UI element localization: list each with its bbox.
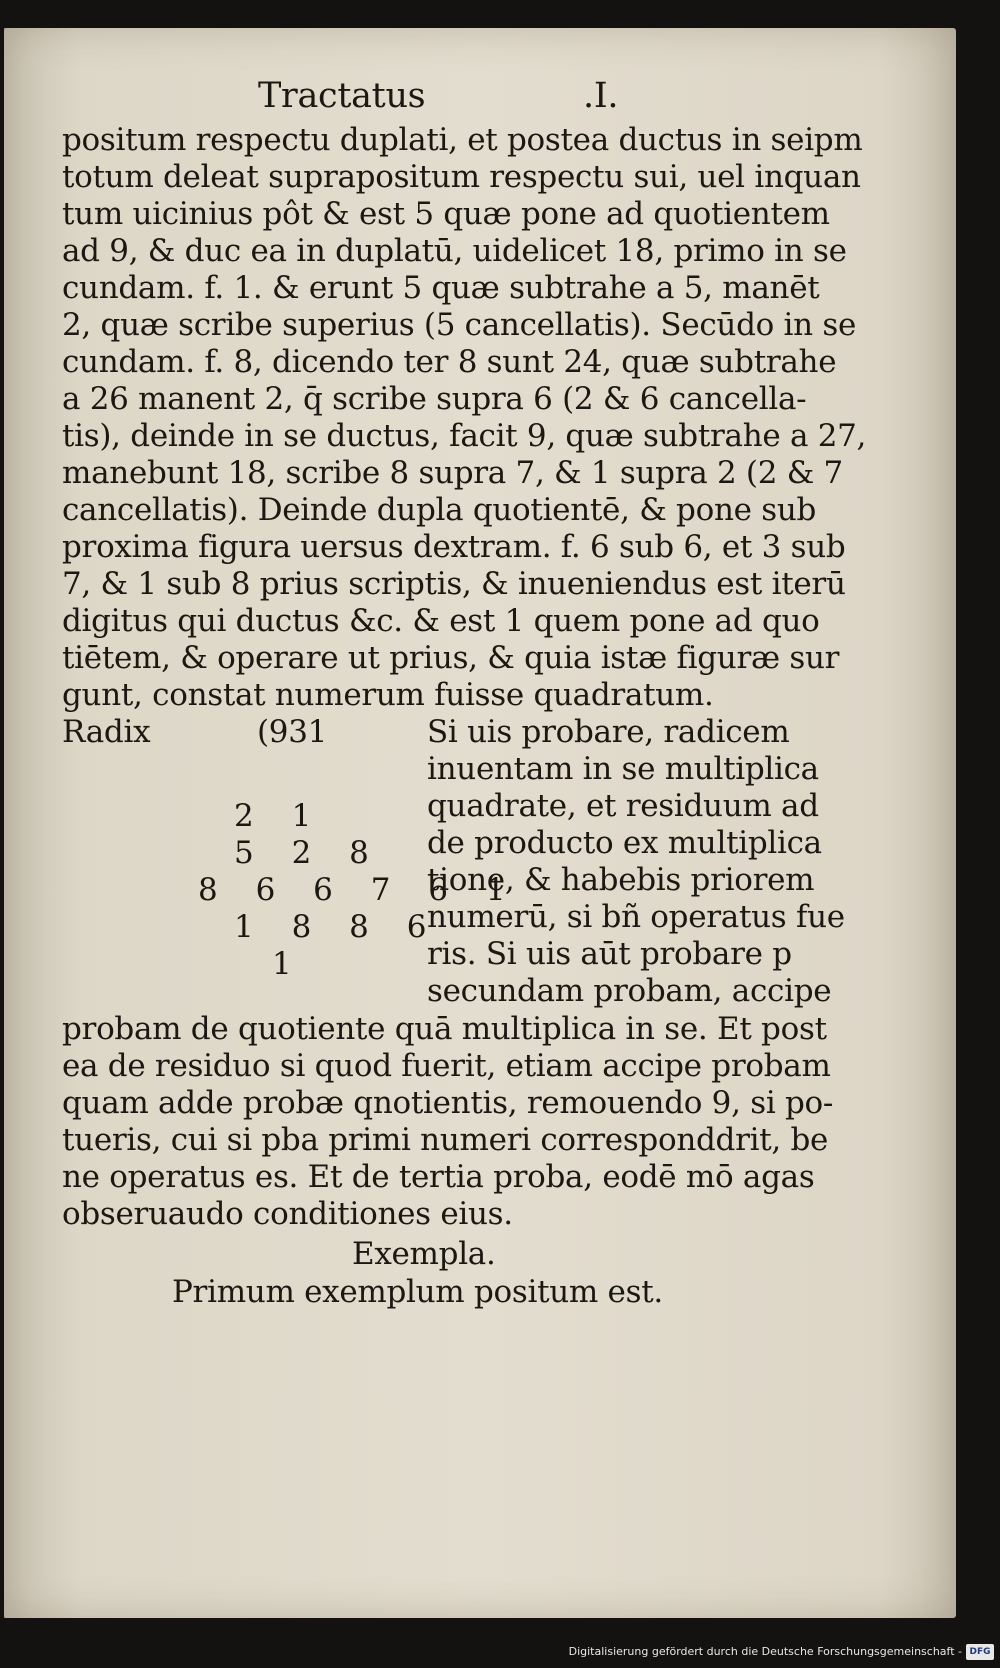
text-line: positum respectu duplati, et postea ductus in seipm — [62, 122, 863, 158]
text-line: 2, quæ scribe superius (5 cancellatis). Secūdo in se — [62, 307, 857, 343]
grid-row: 8 6 6 7 6 1 — [198, 872, 520, 908]
text-line: tis), deinde in se ductus, facit 9, quæ subtrahe a 27, — [62, 418, 867, 454]
text-line: ad 9, & duc ea in duplatū, uidelicet 18, primo in se — [62, 233, 847, 269]
text-line: ris. Si uis aūt probare p — [427, 936, 792, 972]
header-page-number: .I. — [583, 76, 619, 116]
text-line: tione, & habebis priorem — [427, 862, 815, 898]
text-line: tiētem, & operare ut prius, & quia istæ figuræ sur — [62, 640, 840, 676]
text-line: digitus qui ductus &c. & est 1 quem pone ad quo — [62, 603, 820, 639]
text-line: de producto ex multiplica — [427, 825, 822, 861]
text-line: ne operatus es. Et de tertia proba, eodē mō agas — [62, 1159, 815, 1195]
main-paragraph — [62, 122, 867, 714]
text-line: tueris, cui si pba primi numeri corresponddrit, be — [62, 1122, 829, 1158]
text-line: cancellatis). Deinde dupla quotientē, & pone sub — [62, 492, 817, 528]
closing-paragraph — [62, 1011, 833, 1233]
text-line: Si uis probare, radicem — [427, 714, 790, 750]
side-explanation — [427, 714, 845, 1010]
text-line: gunt, constat numerum fuisse quadratum. — [62, 677, 714, 713]
text-line: ea de residuo si quod fuerit, etiam accipe probam — [62, 1048, 831, 1084]
text-line: obseruaudo conditiones eius. — [62, 1196, 513, 1232]
digitization-footer — [0, 1640, 1000, 1668]
dfg-logo-icon: DFG — [966, 1644, 994, 1660]
text-line: numerū, si bñ operatus fue — [427, 899, 845, 935]
text-line: secundam probam, accipe — [427, 973, 832, 1009]
example-heading: Primum exemplum positum est. — [172, 1274, 663, 1310]
radix-example — [62, 714, 962, 1024]
text-line: quadrate, et residuum ad — [427, 788, 819, 824]
text-line: probam de quotiente quā multiplica in se. Et post — [62, 1011, 827, 1047]
text-line: 7, & 1 sub 8 prius scriptis, & inueniendus est iterū — [62, 566, 846, 602]
root-result: (931 — [257, 714, 328, 750]
grid-row: 1 8 8 6 — [234, 909, 441, 945]
radix-label: Radix — [62, 714, 151, 750]
text-line: manebunt 18, scribe 8 supra 7, & 1 supra 2 (2 & 7 — [62, 455, 843, 491]
text-line: totum deleat suprapositum respectu sui, uel inquan — [62, 159, 861, 195]
section-heading: Exempla. — [352, 1236, 496, 1272]
text-line: inuentam in se multiplica — [427, 751, 819, 787]
text-line: tum uicinius pôt & est 5 quæ pone ad quotientem — [62, 196, 830, 232]
text-line: a 26 manent 2, q̄ scribe supra 6 (2 & 6 cancella- — [62, 381, 807, 417]
text-line: cundam. f. 8, dicendo ter 8 sunt 24, quæ subtrahe — [62, 344, 837, 380]
text-line: proxima figura uersus dextram. f. 6 sub 6, et 3 sub — [62, 529, 846, 565]
funding-credit: Digitalisierung gefördert durch die Deutsche Forschungsgemeinschaft - — [568, 1645, 962, 1658]
header-title: Tractatus — [258, 76, 426, 116]
grid-row: 2 1 — [234, 798, 326, 834]
text-line: quam adde probæ qnotientis, remouendo 9, si po- — [62, 1085, 834, 1121]
grid-row: 5 2 8 — [234, 835, 383, 871]
grid-row: 1 — [272, 946, 306, 982]
text-line: cundam. f. 1. & erunt 5 quæ subtrahe a 5, manēt — [62, 270, 820, 306]
running-header — [0, 72, 1000, 122]
